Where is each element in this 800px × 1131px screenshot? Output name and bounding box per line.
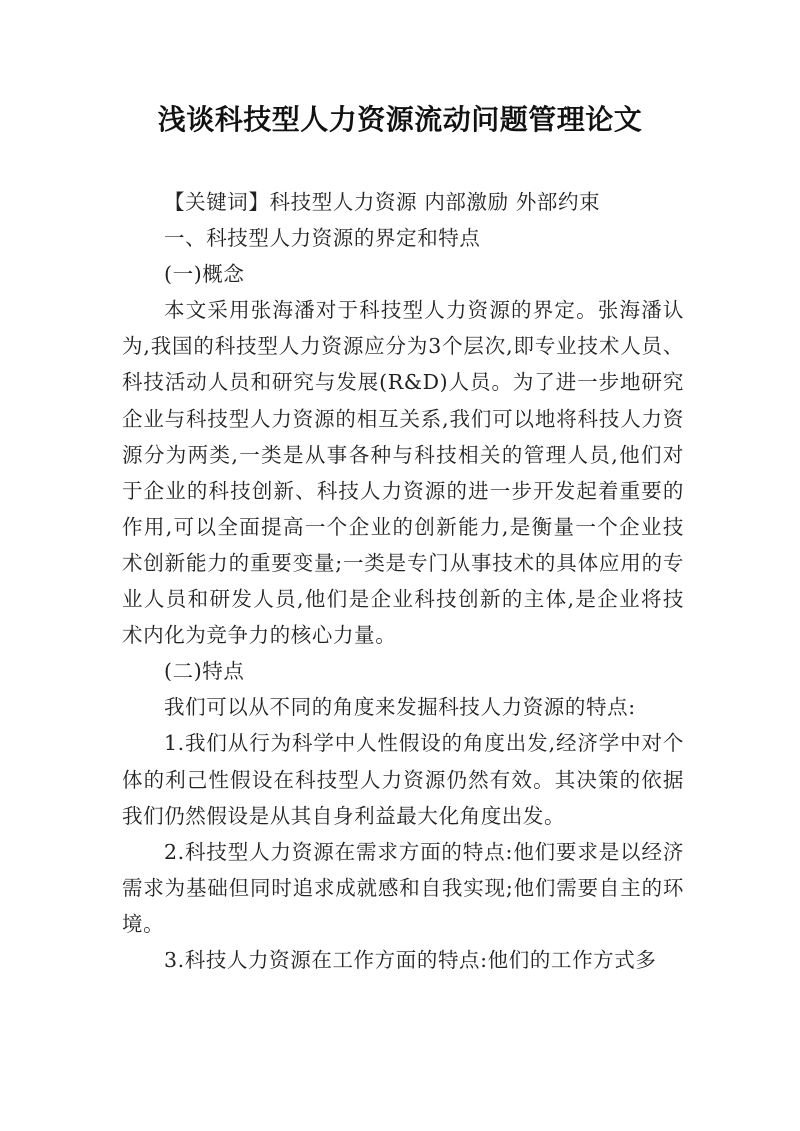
list-item: 1.我们从行为科学中人性假设的角度出发,经济学中对个体的利己性假设在科技型人力资源仍然有效。其决策的依据我们仍然假设是从其自身利益最大化角度出发。 [122, 731, 684, 828]
keywords-paragraph: 【关键词】科技型人力资源 内部激励 外部约束 [164, 190, 601, 214]
subsection-heading: (二)特点 [164, 659, 245, 684]
subsection-heading: (一)概念 [164, 262, 245, 287]
document-body [122, 184, 684, 978]
body-paragraph: 我们可以从不同的角度来发掘科技人力资源的特点: [164, 695, 636, 720]
document-title: 浅谈科技型人力资源流动问题管理论文 [157, 103, 643, 136]
list-item: 2.科技型人力资源在需求方面的特点:他们要求是以经济需求为基础但同时追求成就感和自我实现;他们需要自主的环境。 [122, 839, 684, 936]
section-heading: 一、科技型人力资源的界定和特点 [164, 226, 481, 251]
list-item: 3.科技人力资源在工作方面的特点:他们的工作方式多 [164, 947, 657, 972]
body-paragraph: 本文采用张海潘对于科技型人力资源的界定。张海潘认为,我国的科技型人力资源应分为3个层次,即专业技术人员、科技活动人员和研究与发展(R&D)人员。为了进一步地研究企业与科技型人力资源的相互关系,我们可以地将科技人力资源分为两类,一类是从事各种与科技相关的管理人员,他们对于企业的科技创新、科技人力资源的进一步开发起着重要的作用,可以全面提高一个企业的创新能力,是衡量一个企业技术创新能力的重要变量;一类是专门从事技术的具体应用的专业人员和研发人员,他们是企业科技创新的主体,是企业将技术内化为竞争力的核心力量。 [122, 298, 684, 648]
